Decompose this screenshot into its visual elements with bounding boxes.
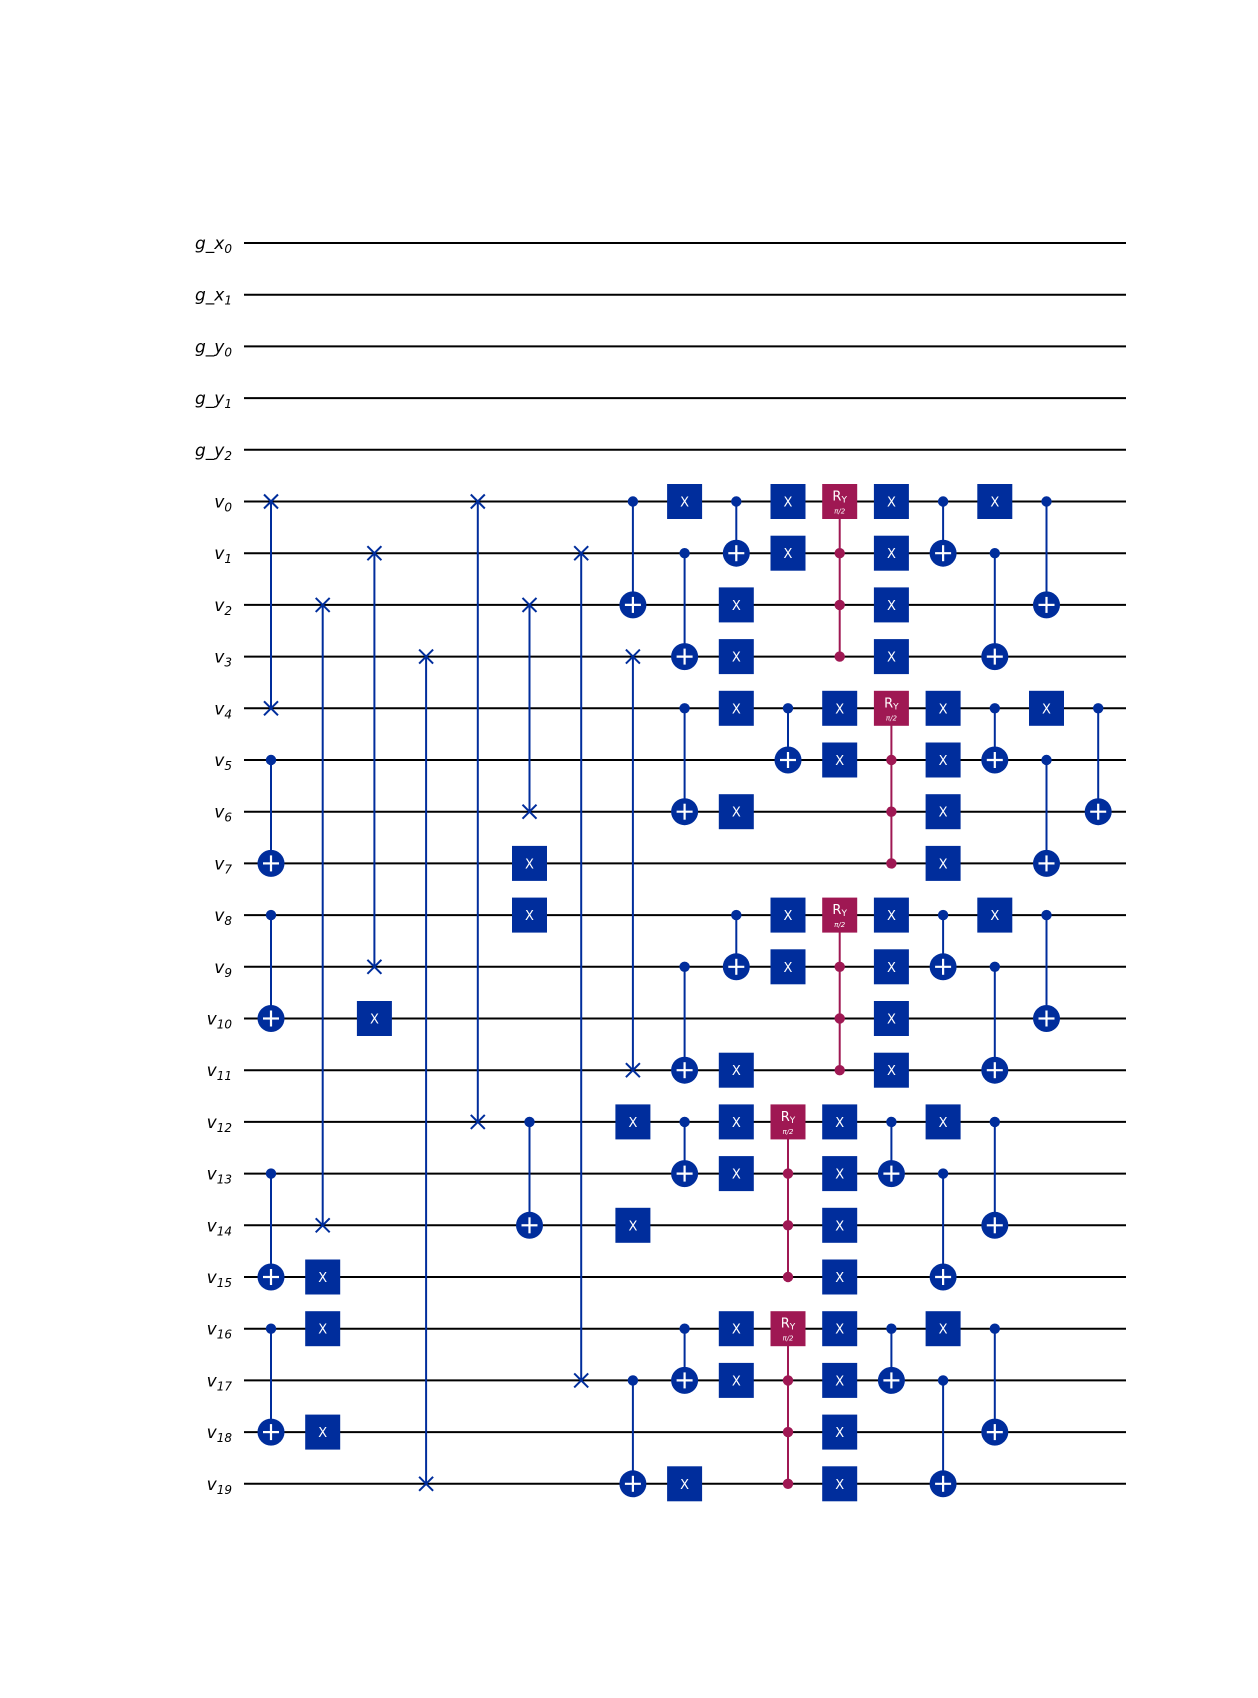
qubit-label bbox=[214, 751, 232, 773]
ry-gate-letter: R bbox=[884, 696, 894, 712]
qubit-label-base: v bbox=[214, 544, 225, 565]
x-gate-label: X bbox=[835, 1477, 845, 1493]
control-dot bbox=[783, 1272, 793, 1282]
control-dot bbox=[731, 496, 741, 506]
x-gate-label: X bbox=[783, 547, 793, 563]
qubit-label-base: g_y bbox=[195, 389, 225, 410]
qubit-label-base: g_y bbox=[195, 337, 225, 358]
control-dot bbox=[990, 1324, 1000, 1334]
x-gate-label: X bbox=[525, 857, 534, 873]
x-gate-label: X bbox=[886, 1064, 896, 1080]
qubit-label bbox=[207, 1061, 232, 1083]
x-gate-label: X bbox=[886, 495, 896, 511]
control-dot bbox=[783, 1375, 793, 1385]
qubit-label-index: 1 bbox=[224, 552, 232, 567]
control-dot bbox=[835, 548, 845, 558]
x-gate-label: X bbox=[628, 1219, 638, 1235]
qubit-label-base: v bbox=[206, 1112, 217, 1133]
x-gate-label: X bbox=[731, 1374, 741, 1390]
qubit-label bbox=[207, 1165, 232, 1187]
x-gate-label: X bbox=[886, 960, 896, 976]
x-gate-label: X bbox=[1042, 702, 1051, 718]
x-gate-label: X bbox=[835, 1322, 845, 1338]
ry-gate-letter: R bbox=[780, 1316, 790, 1332]
x-gate-label: X bbox=[731, 1167, 741, 1183]
qubit-label bbox=[207, 1423, 233, 1445]
qubit-label-base: v bbox=[206, 1423, 217, 1444]
control-dot bbox=[783, 1168, 793, 1178]
qubit-label bbox=[214, 854, 232, 876]
qubit-label-base: v bbox=[206, 1009, 217, 1030]
ry-gate-axis: Y bbox=[841, 909, 847, 920]
ry-gate-axis: Y bbox=[789, 1322, 796, 1333]
control-dot bbox=[835, 1065, 845, 1075]
x-gate-label: X bbox=[318, 1322, 328, 1338]
qubit-labels bbox=[195, 234, 232, 1497]
qubit-label-index: 19 bbox=[216, 1482, 232, 1497]
control-dot bbox=[628, 496, 638, 506]
control-dot bbox=[886, 1117, 896, 1127]
x-gate-label: X bbox=[938, 1115, 948, 1131]
control-dot bbox=[679, 1117, 689, 1127]
qubit-label bbox=[195, 389, 232, 411]
qubit-label-base: v bbox=[206, 1371, 217, 1392]
qubit-label-base: g_x bbox=[195, 285, 225, 306]
x-gate-label: X bbox=[886, 1012, 896, 1028]
qubit-label bbox=[214, 493, 232, 515]
qubit-label-index: 4 bbox=[224, 707, 232, 722]
ry-gate-axis: Y bbox=[893, 702, 899, 713]
ry-gate-letter: R bbox=[780, 1109, 790, 1125]
x-gate-label: X bbox=[731, 1064, 741, 1080]
qubit-label-index: 9 bbox=[224, 965, 232, 980]
control-dot bbox=[266, 1168, 276, 1178]
ry-gate-param: π/2 bbox=[782, 1334, 794, 1343]
x-gate-label: X bbox=[731, 598, 741, 614]
x-gate-label: X bbox=[938, 702, 948, 718]
x-gate-label: X bbox=[835, 1374, 845, 1390]
qubit-label-base: v bbox=[206, 1268, 217, 1288]
qubit-label-base: v bbox=[206, 1474, 217, 1495]
x-gate-label: X bbox=[938, 857, 948, 873]
qubit-label-base: v bbox=[214, 854, 225, 875]
qubit-label-base: v bbox=[214, 802, 225, 823]
qubit-label bbox=[207, 1010, 233, 1032]
control-dot bbox=[938, 1168, 948, 1178]
qubit-label bbox=[214, 544, 232, 566]
control-dot bbox=[835, 962, 845, 972]
x-gate-label: X bbox=[938, 754, 948, 769]
qubit-label-index: 0 bbox=[224, 242, 232, 256]
x-gate-label: X bbox=[369, 1012, 379, 1028]
x-gate-label: X bbox=[731, 650, 741, 666]
qubit-label-index: 7 bbox=[224, 862, 232, 877]
ry-gate-param: π/2 bbox=[834, 507, 846, 516]
ry-gate-letter: R bbox=[832, 903, 842, 919]
qubit-label bbox=[207, 1216, 232, 1238]
qubit-label-base: v bbox=[214, 595, 225, 616]
control-dot bbox=[835, 651, 845, 661]
control-dot bbox=[266, 910, 276, 920]
control-dot bbox=[266, 755, 276, 765]
qubit-label bbox=[207, 1320, 233, 1342]
control-dot bbox=[679, 703, 689, 713]
x-gate-label: X bbox=[731, 1322, 741, 1338]
qubit-label bbox=[214, 958, 232, 980]
control-dot bbox=[990, 703, 1000, 713]
qubit-label-index: 17 bbox=[216, 1379, 232, 1394]
qubit-label-base: v bbox=[214, 647, 225, 668]
qubit-label-base: v bbox=[214, 699, 225, 720]
qubit-label-base: v bbox=[206, 1061, 217, 1082]
control-dot bbox=[679, 548, 689, 558]
control-dot bbox=[266, 1324, 276, 1334]
qubit-label bbox=[195, 286, 232, 308]
qubit-label-index: 13 bbox=[216, 1172, 232, 1187]
control-dot bbox=[628, 1375, 638, 1385]
x-gate-label: X bbox=[318, 1426, 328, 1442]
control-dot bbox=[1041, 755, 1051, 765]
ry-gate-param: π/2 bbox=[885, 714, 897, 723]
control-dot bbox=[524, 1117, 534, 1127]
ry-gate-axis: Y bbox=[841, 495, 847, 506]
ry-gate-param: π/2 bbox=[834, 921, 846, 930]
x-gate-label: X bbox=[990, 909, 1000, 925]
qubit-label bbox=[207, 1475, 232, 1497]
qubit-label-base: v bbox=[206, 1216, 217, 1237]
qubit-label-index: 0 bbox=[224, 500, 232, 515]
x-gate-label: X bbox=[886, 650, 896, 666]
x-gate-label: X bbox=[835, 754, 845, 769]
qubit-label bbox=[214, 648, 232, 670]
control-dot bbox=[731, 910, 741, 920]
x-gate-label: X bbox=[835, 702, 845, 718]
x-gate-label: X bbox=[680, 495, 690, 511]
x-gate-label: X bbox=[783, 960, 793, 976]
x-gate-label: X bbox=[886, 598, 896, 614]
x-gate-label: X bbox=[731, 1115, 741, 1131]
qubit-label-index: 0 bbox=[224, 345, 232, 360]
control-dot bbox=[1093, 703, 1103, 713]
control-dot bbox=[1041, 910, 1051, 920]
control-dot bbox=[835, 600, 845, 610]
control-dot bbox=[938, 910, 948, 920]
x-gate-label: X bbox=[628, 1115, 638, 1131]
control-dot bbox=[886, 755, 896, 765]
qubit-label-index: 12 bbox=[216, 1120, 232, 1135]
qubit-label-index: 2 bbox=[224, 603, 232, 618]
qubit-label bbox=[195, 337, 232, 359]
qubit-label-base: v bbox=[206, 1319, 217, 1340]
control-dot bbox=[938, 496, 948, 506]
control-dot bbox=[783, 1427, 793, 1437]
qubit-label-base: g_x bbox=[195, 234, 225, 254]
qubit-label bbox=[207, 1268, 232, 1290]
control-dot bbox=[679, 1324, 689, 1334]
qubit-label-base: v bbox=[214, 751, 225, 771]
qubit-label-index: 11 bbox=[216, 1069, 232, 1084]
qubit-label bbox=[195, 441, 232, 463]
control-dot bbox=[783, 1220, 793, 1230]
qubit-label bbox=[214, 906, 232, 928]
control-dot bbox=[990, 962, 1000, 972]
qubit-label-index: 5 bbox=[224, 759, 232, 773]
x-gate-label: X bbox=[525, 909, 534, 925]
qubit-label-index: 18 bbox=[216, 1431, 232, 1446]
ry-gate-letter: R bbox=[832, 489, 842, 505]
x-gate-label: X bbox=[318, 1271, 328, 1286]
qubit-label-index: 6 bbox=[224, 810, 232, 825]
x-gate-label: X bbox=[938, 805, 948, 821]
qubit-label bbox=[214, 596, 232, 618]
x-gate-label: X bbox=[990, 495, 1000, 511]
qubit-label bbox=[207, 1371, 233, 1393]
control-dot bbox=[679, 962, 689, 972]
qubit-label bbox=[214, 803, 232, 825]
qubit-label-base: v bbox=[214, 492, 225, 513]
control-dot bbox=[1041, 496, 1051, 506]
x-gate-label: X bbox=[886, 547, 896, 563]
qubit-label-index: 14 bbox=[216, 1224, 232, 1239]
qubit-label-base: v bbox=[214, 957, 225, 978]
x-gate-label: X bbox=[835, 1271, 845, 1286]
ry-gate-param: π/2 bbox=[782, 1127, 794, 1136]
control-dot bbox=[783, 1479, 793, 1489]
x-gate-label: X bbox=[783, 495, 793, 511]
x-gate-label: X bbox=[938, 1322, 948, 1338]
x-gate-label: X bbox=[731, 805, 741, 821]
qubit-wires bbox=[244, 243, 1126, 1484]
x-gate-label: X bbox=[680, 1477, 690, 1493]
x-gate-label: X bbox=[886, 909, 896, 925]
circuit-gates bbox=[258, 484, 1112, 1501]
qubit-label-index: 1 bbox=[224, 293, 232, 308]
qubit-label-base: v bbox=[206, 1164, 217, 1185]
qubit-label-index: 10 bbox=[216, 1017, 232, 1032]
qubit-label bbox=[207, 1113, 232, 1135]
qubit-label-index: 1 bbox=[224, 397, 232, 412]
qubit-label-index: 15 bbox=[216, 1276, 232, 1290]
ry-gate-axis: Y bbox=[789, 1115, 796, 1126]
qubit-label-base: g_y bbox=[195, 440, 225, 461]
control-dot bbox=[835, 1013, 845, 1023]
control-dot bbox=[783, 703, 793, 713]
qubit-label-index: 8 bbox=[224, 914, 232, 929]
x-gate-label: X bbox=[835, 1115, 845, 1131]
qubit-label-index: 16 bbox=[216, 1327, 232, 1342]
control-dot bbox=[990, 548, 1000, 558]
control-dot bbox=[886, 807, 896, 817]
control-dot bbox=[938, 1375, 948, 1385]
qubit-label-index: 2 bbox=[224, 448, 232, 463]
control-dot bbox=[886, 1324, 896, 1334]
qubit-label bbox=[195, 234, 232, 256]
qubit-label-index: 3 bbox=[224, 655, 232, 670]
qubit-label-base: v bbox=[214, 906, 225, 927]
control-dot bbox=[990, 1117, 1000, 1127]
qubit-label bbox=[214, 699, 232, 721]
control-dot bbox=[886, 858, 896, 868]
x-gate-label: X bbox=[835, 1219, 845, 1235]
x-gate-label: X bbox=[835, 1426, 845, 1442]
x-gate-label: X bbox=[783, 909, 793, 925]
x-gate-label: X bbox=[835, 1167, 845, 1183]
x-gate-label: X bbox=[731, 702, 741, 718]
